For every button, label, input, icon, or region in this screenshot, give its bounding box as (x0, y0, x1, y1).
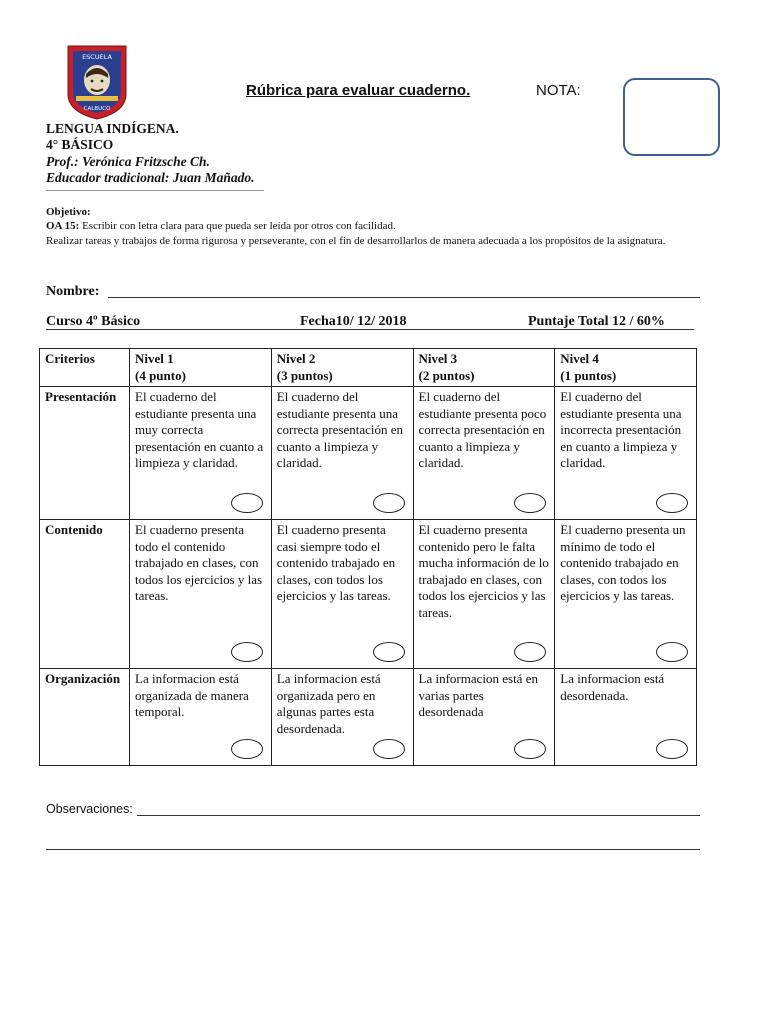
objective-title: Objetivo: (46, 206, 91, 218)
level-points: (4 punto) (135, 367, 186, 383)
table-row (40, 387, 697, 520)
school-crest-logo (66, 44, 128, 120)
score-oval[interactable] (656, 739, 688, 759)
cell-text: La informacion está organizada pero en algunas partes esta desordenada. (276, 671, 381, 736)
cell-text: El cuaderno presenta contenido pero le falta mucha información de lo trabajado en clases, con todos los ejercicios y las tareas. (418, 522, 549, 620)
cell-text: El cuaderno presenta todo el contenido trabajado en clases, con todos los ejercicios y las tareas. (135, 522, 263, 603)
fecha-label: Fecha10/ 12/ 2018 (300, 314, 407, 329)
nombre-label: Nombre: (46, 284, 100, 299)
header-level-2 (271, 349, 413, 387)
meta-underline (46, 329, 694, 330)
rubric-cell (555, 669, 697, 766)
rubric-cell (130, 387, 272, 520)
criterion-organizacion: Organización (40, 669, 130, 766)
observaciones-field[interactable] (137, 815, 700, 816)
rubric-cell (555, 520, 697, 669)
level-name: Nivel 1 (135, 351, 174, 366)
grade-label: 4° BÁSICO (46, 137, 114, 152)
table-row (40, 520, 697, 669)
cell-text: El cuaderno presenta casi siempre todo el contenido trabajado en clases, con todos los ejercicios y las tareas. (276, 522, 396, 603)
curso-label: Curso 4º Básico (46, 314, 141, 329)
level-name: Nivel 2 (276, 351, 316, 366)
level-points: (1 puntos) (560, 367, 617, 383)
score-oval[interactable] (514, 739, 546, 759)
nota-box[interactable] (623, 78, 720, 156)
rubric-cell (413, 669, 555, 766)
cell-text: El cuaderno presenta un mínimo de todo el contenido trabajado en clases, con todos los ejercicios y las tareas. (560, 522, 686, 603)
cell-text: El cuaderno del estudiante presenta una correcta presentación en cuanto a limpieza y claridad. (276, 389, 404, 470)
score-oval[interactable] (231, 642, 263, 662)
score-oval[interactable] (231, 493, 263, 513)
table-header-row (40, 349, 697, 387)
cell-text: El cuaderno del estudiante presenta una incorrecta presentación en cuanto a limpieza y claridad. (560, 389, 682, 470)
score-oval[interactable] (656, 642, 688, 662)
level-name: Nivel 4 (560, 351, 599, 366)
rubric-table (39, 348, 697, 766)
observaciones-label: Observaciones: (46, 802, 133, 816)
educator-label: Educador tradicional: Juan Mañado. (46, 170, 255, 185)
header-level-1 (130, 349, 272, 387)
objective-oa15 (46, 220, 396, 233)
score-oval[interactable] (656, 493, 688, 513)
header-level-4 (555, 349, 697, 387)
cell-text: La informacion está organizada de manera temporal. (135, 671, 249, 719)
subject-label: LENGUA INDÍGENA. (46, 121, 179, 136)
criterion-contenido: Contenido (40, 520, 130, 669)
level-points: (2 puntos) (418, 367, 475, 383)
cell-text: El cuaderno del estudiante presenta poco correcta presentación en cuanto a limpieza y claridad. (418, 389, 547, 470)
score-oval[interactable] (373, 739, 405, 759)
rubric-cell (271, 387, 413, 520)
rubric-cell (555, 387, 697, 520)
header-level-3 (413, 349, 555, 387)
rubric-cell (130, 669, 272, 766)
teacher-label: Prof.: Verónica Fritzsche Ch. (46, 154, 210, 169)
observaciones-field-2[interactable] (46, 849, 700, 850)
criterion-presentacion: Presentación (40, 387, 130, 520)
rubric-cell (271, 669, 413, 766)
score-oval[interactable] (514, 493, 546, 513)
score-oval[interactable] (373, 642, 405, 662)
rubric-cell (130, 520, 272, 669)
oa-text: Escribir con letra clara para que pueda ser leída por otros con facilidad. (79, 220, 396, 232)
cell-text: La informacion está desordenada. (560, 671, 665, 703)
cell-text: La informacion está en varias partes desordenada (418, 671, 538, 719)
logo-top-text: ESCUELA (82, 53, 112, 61)
document-title: Rúbrica para evaluar cuaderno. (246, 82, 471, 99)
header-criterios: Criterios (40, 349, 130, 387)
rubric-cell (413, 387, 555, 520)
score-oval[interactable] (373, 493, 405, 513)
oa-code: OA 15: (46, 220, 80, 232)
cell-text: El cuaderno del estudiante presenta una muy correcta presentación en cuanto a limpieza y claridad. (135, 389, 264, 470)
header-divider (46, 190, 264, 191)
table-row (40, 669, 697, 766)
rubric-cell (413, 520, 555, 669)
puntaje-label: Puntaje Total 12 / 60% (528, 314, 665, 329)
score-oval[interactable] (231, 739, 263, 759)
score-oval[interactable] (514, 642, 546, 662)
level-name: Nivel 3 (418, 351, 458, 366)
nombre-field[interactable] (108, 297, 700, 298)
nota-label: NOTA: (536, 82, 581, 99)
level-points: (3 puntos) (276, 367, 333, 383)
logo-bottom-text: CALBUCO (83, 106, 111, 112)
rubric-cell (271, 520, 413, 669)
objective-line2: Realizar tareas y trabajos de forma rigurosa y perseverante, con el fin de desarrollarlos de manera adecuada a los propósitos de la asignatura. (46, 235, 666, 247)
